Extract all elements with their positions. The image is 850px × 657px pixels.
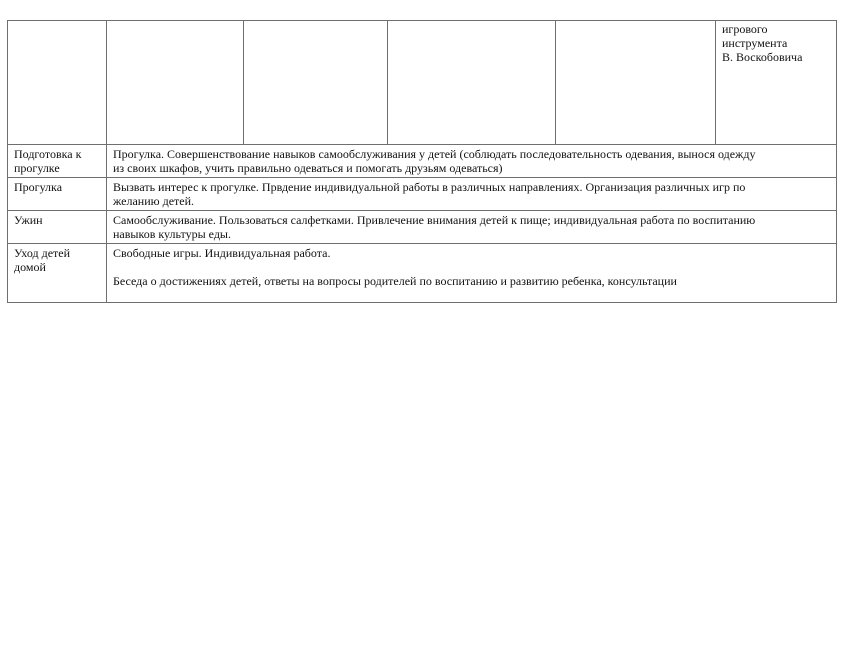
row-content-line: Свободные игры. Индивидуальная работа. <box>113 246 331 260</box>
schedule-table <box>7 20 837 303</box>
table-cell-empty-3 <box>244 21 388 145</box>
row-content-line: навыков культуры еды. <box>113 227 231 241</box>
table-cell-empty-5 <box>556 21 716 145</box>
row-content-line: Вызвать интерес к прогулке. Првдение индивидуальной работы в различных направлениях. Организация различных игр по <box>113 180 746 194</box>
row-label-cell <box>8 244 107 303</box>
row-label-line: домой <box>14 260 46 274</box>
table-row-going-home <box>8 244 837 303</box>
row-content-line: желанию детей. <box>113 194 195 208</box>
row-content-line: Самообслуживание. Пользоваться салфетками. Привлечение внимания детей к пище; индивидуальная работа по воспитанию <box>113 213 756 227</box>
table-cell-empty-4 <box>388 21 556 145</box>
row-content-line: Прогулка. Совершенствование навыков самообслуживания у детей (соблюдать последовательность одевания, вынося одежду <box>113 147 756 161</box>
row-label-line: Ужин <box>14 213 43 227</box>
cell-text-line: игрового <box>722 22 768 36</box>
row-content-line: из своих шкафов, учить правильно одеваться и помогать друзьям одеваться) <box>113 161 503 175</box>
row-content-cell <box>107 178 837 211</box>
table-cell-empty-2 <box>107 21 244 145</box>
paragraph-gap <box>113 260 830 274</box>
row-label-cell <box>8 211 107 244</box>
row-label-cell <box>8 178 107 211</box>
row-content-cell <box>107 145 837 178</box>
row-content-cell <box>107 211 837 244</box>
cell-text-line: В. Воскобовича <box>722 50 803 64</box>
row-label-line: Подготовка к <box>14 147 82 161</box>
row-content-cell <box>107 244 837 303</box>
table-row-walk <box>8 178 837 211</box>
table-cell-empty-1 <box>8 21 107 145</box>
cell-text-line: инструмента <box>722 36 788 50</box>
row-label-cell <box>8 145 107 178</box>
row-content-line: Беседа о достижениях детей, ответы на вопросы родителей по воспитанию и развитию ребенка, консультации <box>113 274 677 288</box>
table-row-continued <box>8 21 837 145</box>
table-cell-instrument-note <box>716 21 837 145</box>
table-row-walk-preparation <box>8 145 837 178</box>
table-row-dinner <box>8 211 837 244</box>
row-label-line: Уход детей <box>14 246 71 260</box>
row-label-line: прогулке <box>14 161 60 175</box>
row-label-line: Прогулка <box>14 180 63 194</box>
